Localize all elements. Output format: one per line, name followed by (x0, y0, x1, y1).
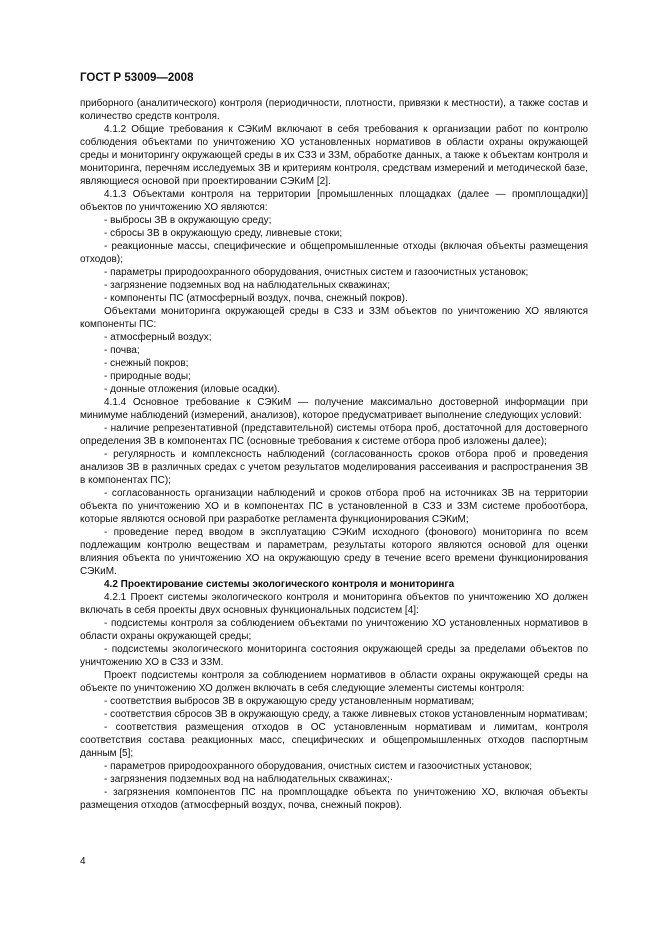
list-item: - выбросы ЗВ в окружающую среду; (104, 215, 272, 226)
list-item: - сбросы ЗВ в окружающую среду, ливневые стоки; (104, 228, 343, 239)
paragraph: 4.1.4 Основное требование к СЭКиМ — получение максимально достоверной информации при минимуме наблюдений (измерений, анализов), которое предусматривает выполнение следующих условий: (80, 397, 588, 421)
list-item: - загрязнения компонентов ПС на промплощадке объекта по уничтожению ХО, включая объекты размещения отходов (атмосферный воздух, почва, снежный покров). (80, 787, 588, 811)
standard-header: ГОСТ Р 53009—2008 (80, 72, 194, 84)
document-body (80, 97, 588, 812)
page-number: 4 (80, 856, 86, 867)
list-item: - загрязнение подземных вод на наблюдательных скважинах; (104, 280, 391, 291)
list-item: - регулярность и комплексность наблюдений (согласованность сроков отбора проб и проведения анализов ЗВ в различных средах с учетом результатов моделирования рассеивания и распространения ЗВ в компонентах ПС); (80, 449, 588, 486)
list-item: - реакционные массы, специфические и общепромышленные отходы (включая объекты размещения отходов); (80, 241, 588, 265)
list-item: - согласованность организации наблюдений и сроков отбора проб на источниках ЗВ на территории объекта по уничтожению ХО и в компонентах ПС в установленной в СЗЗ и ЗЗМ системе пробоотбора, которые являются основой при разработке регламента функционирования СЭКиМ; (80, 488, 588, 525)
list-item: - загрязнения подземных вод на наблюдательных скважинах;· (104, 774, 394, 785)
paragraph: Проект подсистемы контроля за соблюдением нормативов в области охраны окружающей среды на объекте по уничтожению ХО должен включать в себя следующие элементы системы контроля: (80, 670, 588, 694)
list-item: - наличие репрезентативной (представительной) системы отбора проб, достаточной для достоверного определения ЗВ в компонентах ПС (основные требования к системе отбора проб изложены далее); (80, 423, 588, 447)
list-item: - проведение перед вводом в эксплуатацию СЭКиМ исходного (фонового) мониторинга по всем подлежащим контролю веществам и параметрам, результаты которого являются основой для оценки влияния объекта по уничтожению ХО на окружающую среду в течение всего времени функционирования СЭКиМ. (80, 527, 588, 577)
list-item: - компоненты ПС (атмосферный воздух, почва, снежный покров). (104, 293, 408, 304)
paragraph: 4.1.3 Объектами контроля на территории [промышленных площадках (далее — промплощадки)] объектов по уничтожению ХО являются: (80, 189, 588, 213)
list-item: - соответствия размещения отходов в ОС установленным нормативам и лимитам, контроля соответствия состава реакционных масс, специфических и общепромышленных отходов паспортным данным [5]; (80, 722, 588, 759)
paragraph: 4.1.2 Общие требования к СЭКиМ включают в себя требования к организации работ по контролю соблюдения объектами по уничтожению ХО установленных нормативов в области охраны окружающей среды и мониторингу окружающей среды в их СЗЗ и ЗЗМ, обработке данных, а также к объектам контроля и мониторинга, перечням исследуемых ЗВ и критериям контроля, средствам измерений и методической базе, являющиеся основой при проектировании СЭКиМ [2]. (80, 124, 588, 187)
section-heading: 4.2 Проектирование системы экологического контроля и мониторинга (104, 579, 455, 590)
list-item: - донные отложения (иловые осадки). (104, 384, 281, 395)
paragraph: 4.2.1 Проект системы экологического контроля и мониторинга объектов по уничтожению ХО должен включать в себя проекты двух основных функциональных подсистем [4]: (80, 592, 588, 616)
list-item: - соответствия выбросов ЗВ в окружающую среду установленным нормативам; (104, 696, 475, 707)
list-item: - атмосферный воздух; (104, 332, 212, 343)
list-item: - природные воды; (104, 371, 191, 382)
list-item: - параметров природоохранного оборудования, очистных систем и газоочистных установок; (104, 761, 532, 772)
paragraph: Объектами мониторинга окружающей среды в СЗЗ и ЗЗМ объектов по уничтожению ХО являются компоненты ПС: (80, 306, 588, 330)
list-item: - соответствия сбросов ЗВ в окружающую среду, а также ливневых стоков установленным нормативам; (104, 709, 588, 720)
list-item: - подсистемы контроля за соблюдением объектами по уничтожению ХО установленных нормативов в области охраны окружающей среды; (80, 618, 588, 642)
paragraph: приборного (аналитического) контроля (периодичности, плотности, привязки к местности), а также состав и количество средств контроля. (80, 98, 588, 122)
list-item: - подсистемы экологического мониторинга состояния окружающей среды за пределами объектов по уничтожению ХО в СЗЗ и ЗЗМ. (80, 644, 588, 668)
list-item: - снежный покров; (104, 358, 189, 369)
list-item: - параметры природоохранного оборудования, очистных систем и газоочистных установок; (104, 267, 529, 278)
list-item: - почва; (104, 345, 140, 356)
